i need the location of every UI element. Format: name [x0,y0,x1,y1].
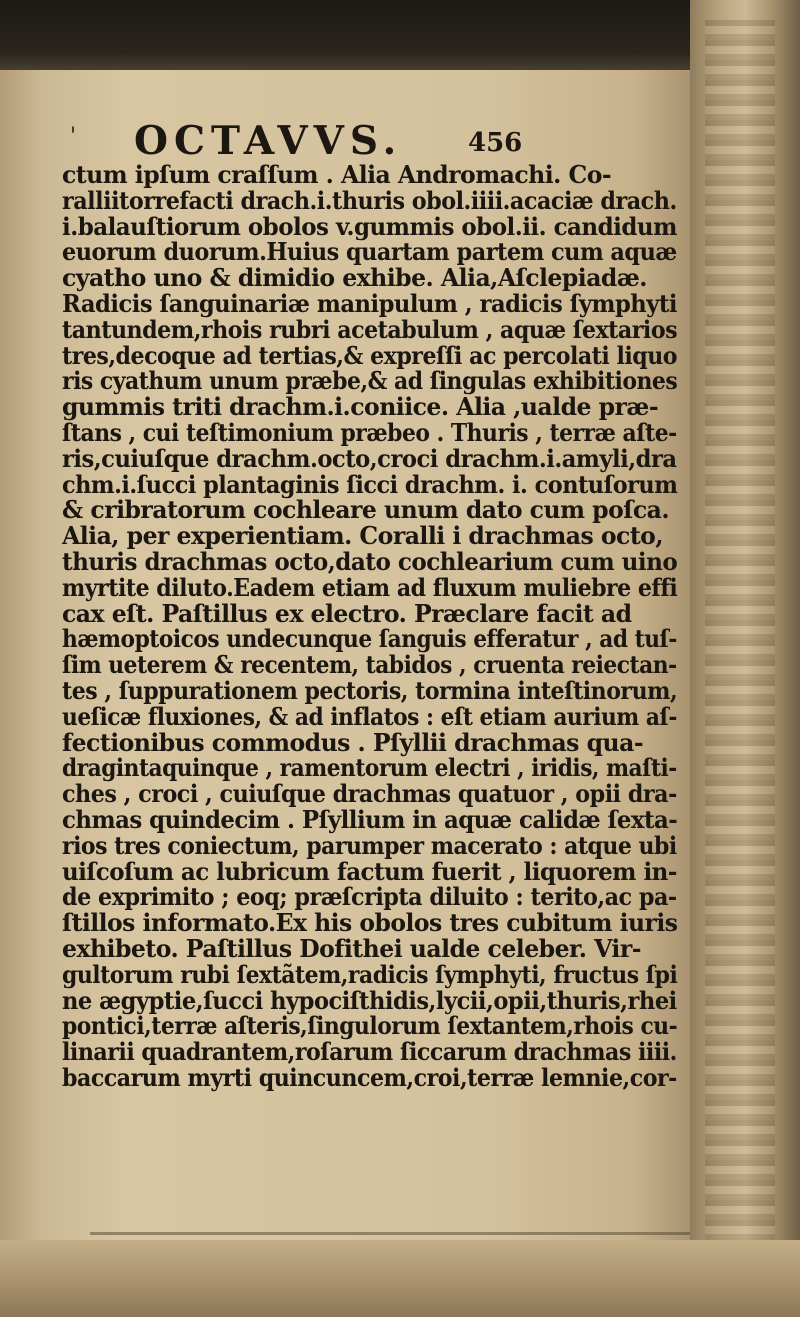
text-line: chm.i.ſucci plantaginis ſicci drachm. i. contuſorum [62,469,678,499]
text-line: Alia, per experientiam. Coralli i drachmas octo, [62,521,664,551]
running-head-title: OCTAVVS. [134,118,403,164]
text-line: ralliitorrefacti drach.i.thuris obol.iiii.acaciæ drach. [62,185,677,215]
scan-bottom-border [0,1240,800,1317]
text-line: ne ægyptie,ſucci hypociſthidis,lycii,opii,thuris,rhei [62,985,677,1015]
gutter-texture [705,20,775,1240]
text-line: tantundem,rhois rubri acetabulum , aquæ ſextarios [62,314,678,344]
text-line: ris cyathum unum præbe,& ad ſingulas exhibitiones [62,366,678,396]
running-head [60,118,620,168]
text-line: exhibeto. Paſtillus Dofithei ualde celeber. Vir- [62,933,641,963]
text-line: cax eſt. Paſtillus ex electro. Præclare facit ad [62,598,632,628]
text-line: hæmoptoicos undecunque ſanguis efferatur , ad tuſ- [62,624,677,654]
text-line: de exprimito ; eoq; præſcripta diluito : terito,ac pa- [62,882,677,912]
text-line: dragintaquinque , ramentorum electri , iridis, maſti- [62,753,677,783]
text-line: chmas quindecim . Pſyllium in aquæ calidæ ſexta- [62,804,678,834]
body-text [62,162,702,1222]
text-line: euorum duorum.Huius quartam partem cum aquæ [62,237,677,267]
running-head-mark: ' [70,124,77,149]
text-line: cyatho uno & dimidio exhibe. Alia,Aſclepiadæ. [62,263,647,293]
text-line: pontici,terræ aſteris,ſingulorum ſextantem,rhois cu- [62,1011,678,1041]
text-line: ris,cuiuſque drachm.octo,croci drachm.i.amyli,dra [62,443,677,473]
text-line: tes , ſuppurationem pectoris, tormina inteſtinorum, [62,675,678,705]
text-line: i.balauſtiorum obolos v.gummis obol.ii. candidum [62,211,677,241]
text-line: gummis triti drachm.i.coniice. Alia ,ualde præ- [62,392,659,422]
text-line: ſtillos informato.Ex his obolos tres cubitum iuris [62,908,678,938]
text-line: linarii quadrantem,roſarum ſiccarum drachmas iiii. [62,1037,677,1067]
text-line: Radicis ſanguinariæ manipulum , radicis ſymphyti [62,288,677,318]
text-line: tres,decoque ad tertias,& expreſſi ac percolati liquo [62,340,678,370]
text-line: myrtite diluto.Eadem etiam ad fluxum muliebre effi [62,572,678,602]
page-number: 456 [468,128,523,158]
text-line: fectionibus commodus . Pſyllii drachmas qua- [62,727,644,757]
text-line: gultorum rubi ſextãtem,radicis ſymphyti, fructus ſpi [62,959,678,989]
text-line: ueſicæ fluxiones, & ad inflatos : eſt etiam aurium aſ- [62,701,677,731]
text-line: uiſcoſum ac lubricum factum fuerit , liquorem in- [62,856,677,886]
text-line: baccarum myrti quincuncem,croi,terræ lemnie,cor- [62,1062,677,1092]
text-line: rios tres coniectum, parumper macerato : atque ubi [62,830,677,860]
page-bottom-edge [90,1232,690,1235]
text-line: ſim ueterem & recentem, tabidos , cruenta reiectan- [62,650,677,680]
text-line: ches , croci , cuiuſque drachmas quatuor , opii dra- [62,779,677,809]
text-line: thuris drachmas octo,dato cochlearium cum uino [62,546,678,576]
text-line: & cribratorum cochleare unum dato cum poſca. [62,495,670,525]
text-line: ſtans , cui teſtimonium præbeo . Thuris , terræ aſte- [62,417,677,447]
text-line: ctum ipſum craſſum . Alia Andromachi. Co- [62,162,612,189]
